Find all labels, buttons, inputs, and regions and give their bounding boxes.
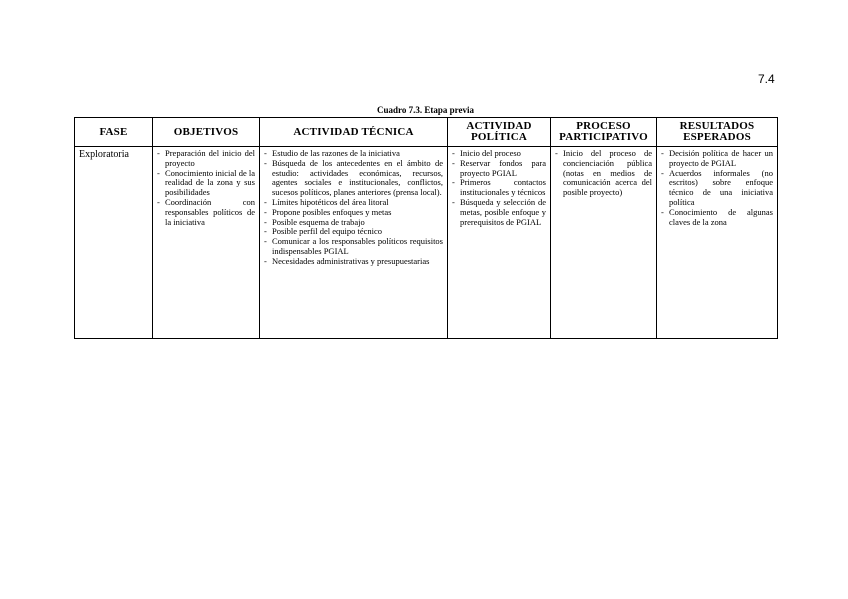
header-fase: FASE (75, 118, 153, 147)
proceso-participativo-list (555, 149, 652, 198)
list-item: - Conocimiento inicial de la realidad de la zona y sus posibilidades (157, 169, 255, 198)
objetivos-list (157, 149, 255, 227)
list-item: - Posible esquema de trabajo (264, 218, 443, 228)
list-item: - Coordinación con responsables políticos de la iniciativa (157, 198, 255, 227)
header-objetivos: OBJETIVOS (153, 118, 260, 147)
list-item: - Propone posibles enfoques y metas (264, 208, 443, 218)
actividad-politica-list (452, 149, 546, 227)
list-item: - Comunicar a los responsables políticos requisitos indispensables PGIAL (264, 237, 443, 257)
list-item: - Límites hipotéticos del área litoral (264, 198, 443, 208)
list-item: - Decisión política de hacer un proyecto de PGIAL (661, 149, 773, 169)
list-item: - Búsqueda de los antecedentes en el ámbito de estudio: actividades económicas, recursos, agentes sociales e institucionales, conflictos, sucesos políticos, planes anteriores (prensa local). (264, 159, 443, 198)
list-item: - Inicio del proceso (452, 149, 546, 159)
objetivos-cell (153, 147, 260, 339)
list-item: - Reservar fondos para proyecto PGIAL (452, 159, 546, 179)
proceso-participativo-cell (551, 147, 657, 339)
resultados-esperados-cell (657, 147, 778, 339)
header-actividad-tecnica: ACTIVIDAD TÉCNICA (260, 118, 448, 147)
list-item: - Búsqueda y selección de metas, posible enfoque y prerequisitos de PGIAL (452, 198, 546, 227)
table-row (75, 147, 778, 339)
list-item: - Necesidades administrativas y presupuestarias (264, 257, 443, 267)
actividad-politica-cell (448, 147, 551, 339)
list-item: - Inicio del proceso de concienciación pública (notas en medios de comunicación acerca del posible proyecto) (555, 149, 652, 198)
header-proceso-participativo: PROCESO PARTICIPATIVO (551, 118, 657, 147)
list-item: - Primeros contactos institucionales y técnicos (452, 178, 546, 198)
resultados-esperados-list (661, 149, 773, 227)
page-number: 7.4 (758, 72, 775, 86)
actividad-tecnica-cell (260, 147, 448, 339)
list-item: - Posible perfil del equipo técnico (264, 227, 443, 237)
header-row (75, 118, 778, 147)
phase-cell: Exploratoria (75, 147, 153, 339)
header-resultados-esperados: RESULTADOS ESPERADOS (657, 118, 778, 147)
list-item: - Preparación del inicio del proyecto (157, 149, 255, 169)
list-item: - Acuerdos informales (no escritos) sobre enfoque técnico de una iniciativa política (661, 169, 773, 208)
header-actividad-politica: ACTIVIDAD POLÍTICA (448, 118, 551, 147)
table-caption: Cuadro 7.3. Etapa previa (377, 105, 474, 115)
list-item: - Conocimiento de algunas claves de la zona (661, 208, 773, 228)
list-item: - Estudio de las razones de la iniciativa (264, 149, 443, 159)
actividad-tecnica-list (264, 149, 443, 267)
stage-table (74, 117, 778, 339)
